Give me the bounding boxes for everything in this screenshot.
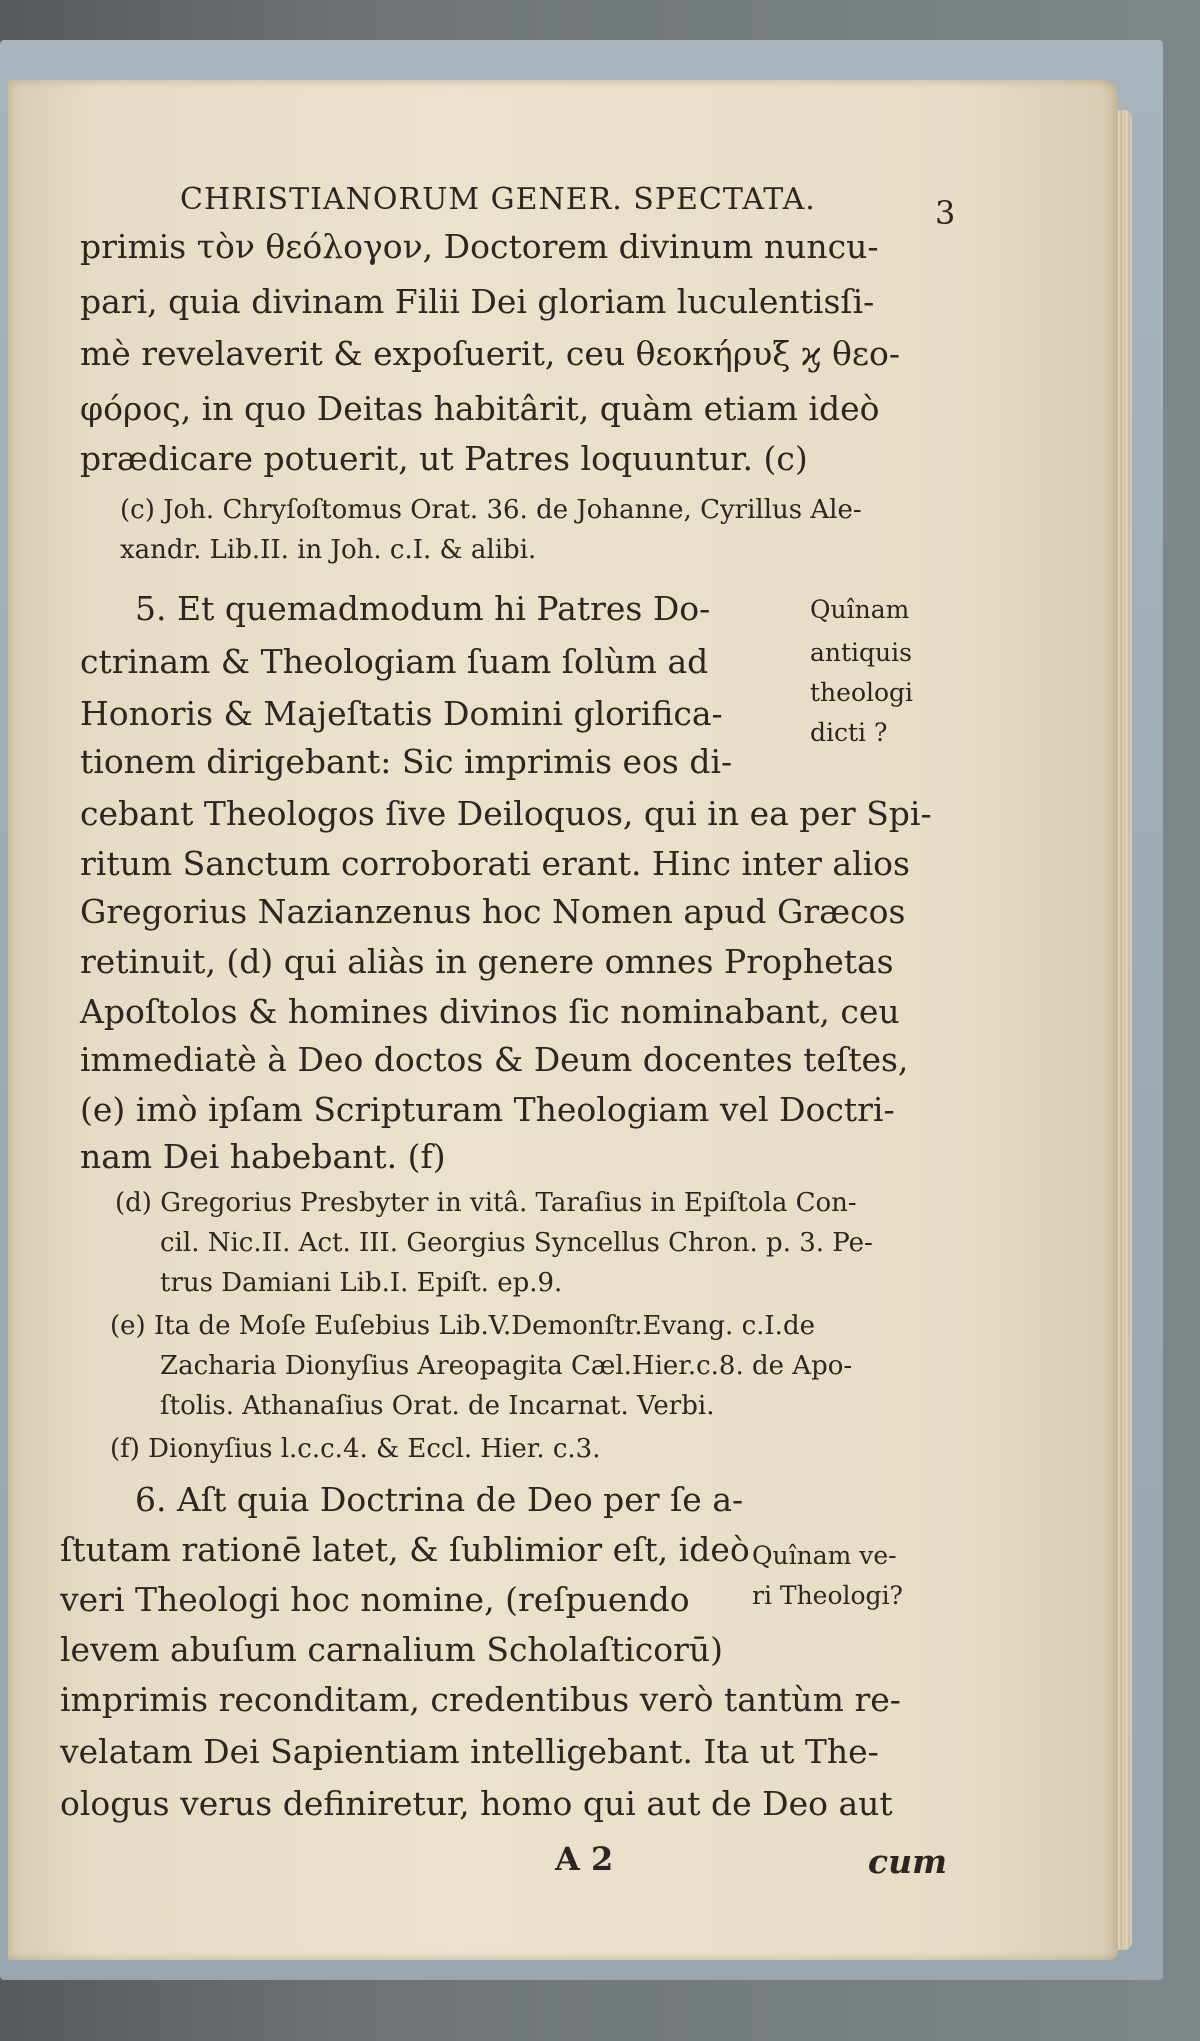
text-line: levem abuſum carnalium Scholaſticorū) xyxy=(60,1630,724,1669)
margin-line: dicti ? xyxy=(810,718,888,747)
margin-line: theologi xyxy=(810,678,914,707)
text-line: veri Theologi hoc nomine, (reſpuendo xyxy=(60,1580,690,1619)
footnote-line: (e) Ita de Moſe Euſebius Lib.V.Demonſtr.Evang. c.I.de xyxy=(110,1311,815,1341)
signature-mark: A 2 xyxy=(555,1840,614,1878)
text-line: cebant Theologos ſive Deiloquos, qui in ea per Spi- xyxy=(80,794,932,833)
footnote-line: (f) Dionyſius l.c.c.4. & Eccl. Hier. c.3. xyxy=(110,1434,601,1464)
text-line: ſtutam rationē latet, & ſublimior eſt, ideò xyxy=(60,1530,750,1569)
text-line: imprimis reconditam, credentibus verò tantùm re- xyxy=(60,1680,901,1719)
text-line: Apoſtolos & homines divinos ſic nominabant, ceu xyxy=(80,992,900,1031)
footnote-line: xandr. Lib.II. in Joh. c.I. & alibi. xyxy=(120,535,537,565)
text-line: Honoris & Majeſtatis Domini glorifica- xyxy=(80,694,723,733)
text-line: immediatè à Deo doctos & Deum docentes teſtes, xyxy=(80,1040,909,1079)
text-line: retinuit, (d) qui aliàs in genere omnes Prophetas xyxy=(80,942,894,981)
text-line: pari, quia divinam Filii Dei gloriam luculentisſi- xyxy=(80,282,875,321)
margin-line: Quînam xyxy=(810,595,910,624)
text-line: ritum Sanctum corroborati erant. Hinc inter alios xyxy=(80,844,910,883)
text-line: ologus verus definiretur, homo qui aut de Deo aut xyxy=(60,1784,893,1823)
footnote-line: trus Damiani Lib.I. Epiſt. ep.9. xyxy=(160,1268,563,1298)
margin-line: antiquis xyxy=(810,638,912,667)
page-number: 3 xyxy=(935,194,956,232)
margin-line: ri Theologi? xyxy=(752,1581,903,1610)
catchword: cum xyxy=(868,1842,948,1881)
footnote-line: (d) Gregorius Presbyter in vitâ. Taraſius in Epiſtola Con- xyxy=(115,1188,857,1218)
text-line: prædicare potuerit, ut Patres loquuntur. (c) xyxy=(80,439,808,478)
text-line: velatam Dei Sapientiam intelligebant. Ita ut The- xyxy=(60,1732,879,1771)
text-line: (e) imò ipſam Scripturam Theologiam vel Doctri- xyxy=(80,1090,895,1129)
text-line: 5. Et quemadmodum hi Patres Do- xyxy=(135,589,711,628)
text-line: nam Dei habebant. (f) xyxy=(80,1137,446,1176)
text-line: tionem dirigebant: Sic imprimis eos di- xyxy=(80,742,733,781)
text-line: primis τὸν θεόλογον, Doctorem divinum nuncu- xyxy=(80,227,879,266)
text-line: 6. Aſt quia Doctrina de Deo per ſe a- xyxy=(135,1480,744,1519)
footnote-line: Zacharia Dionyſius Areopagita Cæl.Hier.c.8. de Apo- xyxy=(160,1351,853,1381)
text-line: Gregorius Nazianzenus hoc Nomen apud Græcos xyxy=(80,892,906,931)
text-line: φόρος, in quo Deitas habitârit, quàm etiam ideò xyxy=(80,389,880,428)
running-head: CHRISTIANORUM GENER. SPECTATA. xyxy=(180,182,816,217)
footnote-line: (c) Joh. Chryſoſtomus Orat. 36. de Johanne, Cyrillus Ale- xyxy=(120,495,862,525)
text-line: ctrinam & Theologiam ſuam ſolùm ad xyxy=(80,642,709,681)
footnote-line: ſtolis. Athanaſius Orat. de Incarnat. Verbi. xyxy=(160,1391,715,1421)
text-line: mè revelaverit & expoſuerit, ceu θεοκήρυξ ϗ θεο- xyxy=(80,334,900,373)
margin-line: Quînam ve- xyxy=(752,1541,897,1570)
footnote-line: cil. Nic.II. Act. III. Georgius Syncellus Chron. p. 3. Pe- xyxy=(160,1228,873,1258)
